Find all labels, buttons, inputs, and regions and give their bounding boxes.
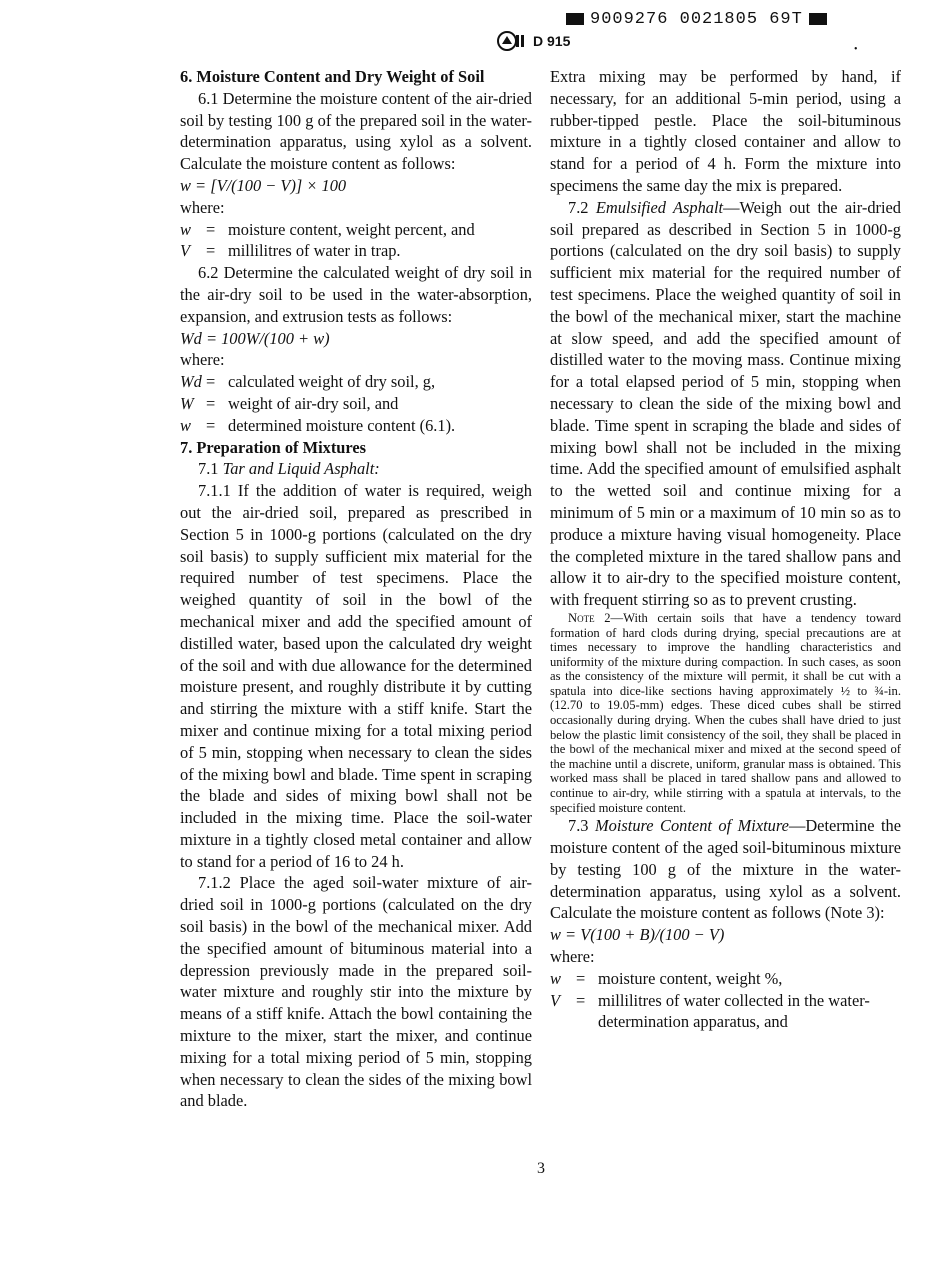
definition-row (550, 990, 901, 1034)
where-label-2: where: (180, 350, 225, 370)
paragraph-7-1 (180, 458, 532, 480)
equation-mixture-moisture: w = V(100 + B)/(100 − V) (550, 925, 725, 945)
definition-row (180, 219, 532, 241)
equation-moisture-content: w = [V/(100 − V)] × 100 (180, 175, 347, 195)
barcode-block-right (809, 13, 827, 25)
note-2 (550, 611, 901, 815)
paragraph-6-1: 6.1 Determine the moisture content of the air-dried soil by testing 100 g of the prepared soil in the water-determination apparatus, using xylol as a solvent. Calculate the moisture content as follows: (180, 88, 532, 174)
definition-symbol: w (180, 219, 191, 239)
definition-row (550, 968, 901, 990)
paragraph-continuation: Extra mixing may be performed by hand, if necessary, for an additional 5-min period, using a rubber-tipped pestle. Place the soil-bituminous mixture in a tightly closed container and allow to stand for a period of 4 h. Form the mixture into specimens the same day the mix is prepared. (550, 67, 901, 195)
definition-text: determined moisture content (6.1). (228, 415, 456, 435)
paragraph-7-1-1: 7.1.1 If the addition of water is required, weigh out the air-dried soil, prepared as prescribed in Section 5 in 1000-g portions (calculated on the dry soil basis) to supply sufficient mix material for the required number of test specimens. Place the weighed quantity of soil in the bowl of the mechanical mixer and add the specified amount of distilled water, based upon the calculated dry weight of the soil and with due allowance for the determined moisture present, and roughly distribute it by cutting and stirring the mixture with a stiff knife. Start the mixer and continue mixing for a total mixing period of 5 min, stopping when necessary to clean the sides of the mixing bowl and blade. Time spent in scraping the blade and sides of mixing bowl shall not be included in the mixing time. Place the soil-water mixture in a tightly closed metal container and allow to stand for a period of 16 to 24 h. (180, 481, 532, 871)
paragraph-title: Emulsified Asphalt (595, 197, 724, 217)
paragraph-number: 7.2 (568, 197, 589, 217)
definition-equals: = (206, 219, 216, 239)
document-barcode (566, 8, 842, 30)
definition-equals: = (206, 372, 216, 392)
definition-text: moisture content, weight %, (598, 968, 783, 988)
paragraph-6-2: 6.2 Determine the calculated weight of dry soil in the air-dry soil to be used in the water-absorption, expansion, and extrusion tests as follows: (180, 263, 532, 326)
definition-equals: = (206, 241, 216, 261)
where-label-1: where: (180, 197, 225, 217)
definition-row (180, 240, 532, 262)
paragraph-body: —Determine the moisture content of the aged soil-bituminous mixture by testing 100 g of the mixture in the water-determination apparatus, using xylol as a solvent. Calculate the moisture content as follows (Note 3): (550, 816, 902, 923)
definition-equals: = (576, 968, 586, 988)
designation-label: D 915 (533, 33, 571, 49)
paragraph-7-1-2: 7.1.2 Place the aged soil-water mixture of air-dried soil in 1000-g portions (calculated on the dry soil basis) in the bowl of the mechanical mixer. Add the specified amount of bituminous material into a depression previously made in the prepared soil-water mixture and roughly stir into the mixture by means of a stiff knife. Attach the bowl containing the mixture to the mixer, start the mixer, and continue mixing for a total mixing period of 5 min, stopping when necessary to clean the sides of the mixing bowl and blade. (180, 873, 532, 1111)
definition-symbol: V (180, 241, 191, 261)
definition-text: calculated weight of dry soil, g, (228, 372, 436, 392)
standard-designation (497, 30, 570, 52)
paragraph-number: 7.3 (568, 816, 589, 836)
equation-dry-weight: Wd = 100W/(100 + w) (180, 328, 330, 348)
definition-symbol: w (180, 415, 191, 435)
left-column (180, 66, 532, 1112)
paragraph-title: Tar and Liquid Asphalt: (222, 459, 380, 479)
definition-equals: = (206, 393, 216, 413)
definition-equals: = (576, 990, 586, 1010)
where-label-3: where: (550, 947, 595, 967)
definition-text: millilitres of water in trap. (228, 241, 401, 261)
paragraph-7-2 (550, 197, 901, 611)
definition-row (180, 393, 532, 415)
paragraph-7-3 (550, 815, 901, 924)
note-body: —With certain soils that have a tendency toward formation of hard clods during drying, special precautions are at times necessary to improve the handling characteristics and uniformity of the mixture during compaction. In such cases, as soon as the consistency of the mixture will permit, it shall be cut with a spatula into dice-like sections having approximately ½ to ¾-in. (12.70 to 19.05-mm) edges. These diced cubes shall be stirred occasionally during drying. When the cubes shall have dried to just below the plastic limit consistency of the soil, they shall be placed in the bowl of the mechanical mixer and mixed at the second speed of the machine until a discrete, uniform, granular mass is obtained. This worked mass shall be placed in tared shallow pans and allowed to continue to air-dry, while stirring with a spatula at intervals, to the specified moisture content. (550, 610, 901, 815)
section-7-heading: 7. Preparation of Mixtures (180, 437, 367, 457)
definition-text: millilitres of water collected in the water-determination apparatus, and (598, 990, 870, 1032)
definition-row (180, 371, 532, 393)
paragraph-title: Moisture Content of Mixture (594, 816, 789, 836)
speck-mark: • (854, 44, 858, 55)
note-label: Note 2 (568, 610, 611, 625)
barcode-block-left (566, 13, 584, 25)
page-number: 3 (537, 1160, 545, 1177)
definition-equals: = (206, 415, 216, 435)
definition-text: weight of air-dry soil, and (228, 393, 399, 413)
right-column (550, 66, 901, 1033)
definition-symbol: V (550, 990, 561, 1010)
definition-symbol: W (180, 393, 194, 413)
definition-text: moisture content, weight percent, and (228, 219, 475, 239)
paragraph-number: 7.1 (198, 459, 219, 479)
definition-symbol: w (550, 968, 561, 988)
barcode-text: 9009276 0021805 69T (590, 9, 803, 29)
paragraph-body: —Weigh out the air-dried soil prepared as described in Section 5 in 1000-g portions (calculated on the dry soil basis) to supply sufficient mix material for the required number of test specimens. Place the weighed quantity of soil in the bowl of the mechanical mixer, start the machine at slow speed, and add the specified amount of distilled water to the moving mass. Continue mixing for a total elapsed period of 5 min, stopping when necessary to clean the side of the mixing bowl and blade. Time spent in scraping the blade and sides of mixing bowl shall not be included in the mixing time. Add the specified amount of emulsified asphalt to the wetted soil and continue mixing for a minimum of 5 min or a maximum of 10 min so as to produce a mixture having visual homogeneity. Place the completed mixture in the tared shallow pans and allow it to air-dry to the specified moisture content, with frequent stirring so as to prevent crusting. (550, 197, 901, 610)
definition-symbol: Wd (180, 372, 202, 392)
astm-logo-icon (497, 31, 527, 51)
section-6-heading: 6. Moisture Content and Dry Weight of Soil (180, 67, 485, 86)
definition-row (180, 415, 532, 437)
